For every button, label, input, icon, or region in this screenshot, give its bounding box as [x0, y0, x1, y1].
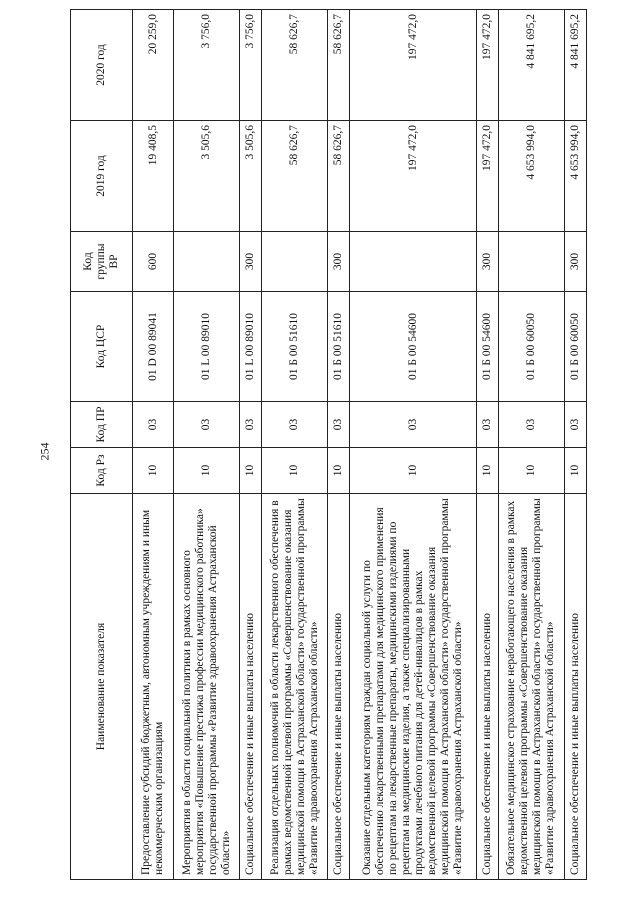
table-header-row [71, 10, 133, 880]
row-rz: 10 [174, 448, 240, 494]
table-row [564, 10, 586, 880]
row-2019: 197 472,0 [476, 121, 498, 232]
row-pr: 03 [350, 402, 476, 448]
row-2019: 4 653 994,0 [498, 121, 564, 232]
row-pr: 03 [262, 402, 328, 448]
header-name: Наименование показателя [71, 494, 133, 880]
page-number: 254 [37, 442, 52, 461]
row-2020: 3 756,0 [240, 10, 262, 121]
row-pr: 03 [564, 402, 586, 448]
row-name: Реализация отдельных полномочий в области лекарственного обеспечения в рамках ведомственной целевой программы «Совершенствование оказания медицинской помощи в Астраханской области» государственной программы «Развитие здравоохранения Астраханской области» [262, 494, 328, 880]
row-pr: 03 [328, 402, 350, 448]
budget-table [70, 9, 587, 880]
row-pr: 03 [240, 402, 262, 448]
row-pr: 03 [498, 402, 564, 448]
row-rz: 10 [564, 448, 586, 494]
header-2019: 2019 год [71, 121, 133, 232]
row-csr: 01 Б 00 60050 [564, 292, 586, 402]
row-vr: 600 [133, 232, 174, 292]
row-2020: 3 756,0 [174, 10, 240, 121]
row-rz: 10 [476, 448, 498, 494]
row-name: Предоставление субсидий бюджетным, автономным учреждениям и иным некоммерческим организациям [133, 494, 174, 880]
row-vr [498, 232, 564, 292]
row-vr: 300 [476, 232, 498, 292]
row-name: Социальное обеспечение и иные выплаты населению [240, 494, 262, 880]
header-pr: Код ПР [71, 402, 133, 448]
table-row [174, 10, 240, 880]
row-2019: 58 626,7 [328, 121, 350, 232]
row-2020: 4 841 695,2 [498, 10, 564, 121]
table-row [240, 10, 262, 880]
row-pr: 03 [133, 402, 174, 448]
table-row [476, 10, 498, 880]
header-vr: Код группы ВР [71, 232, 133, 292]
row-2020: 197 472,0 [476, 10, 498, 121]
row-2020: 20 259,0 [133, 10, 174, 121]
row-2019: 3 505,6 [174, 121, 240, 232]
row-2019: 197 472,0 [350, 121, 476, 232]
table-row [498, 10, 564, 880]
row-2020: 197 472,0 [350, 10, 476, 121]
row-vr [174, 232, 240, 292]
header-rz: Код Рз [71, 448, 133, 494]
row-csr: 01 D 00 89041 [133, 292, 174, 402]
row-name: Мероприятия в области социальной политики в рамках основного мероприятия «Повышение престижа профессии медицинского работника» государственной программы «Развитие здравоохранения Астраханской области» [174, 494, 240, 880]
row-2020: 58 626,7 [262, 10, 328, 121]
row-pr: 03 [476, 402, 498, 448]
row-name: Оказание отдельным категориям граждан социальной услуги по обеспечению лекарственными препаратами для медицинского применения по рецептам на лекарственные препараты, медицинскими изделиями по рецептам на медицинские изделия, а также специализированными продуктами лечебного питания для детей-инвалидов в рамках ведомственной целевой программы «Совершенствование оказания медицинской помощи в Астраханской области» государственной программы «Развитие здравоохранения Астраханской области» [350, 494, 476, 880]
row-vr: 300 [240, 232, 262, 292]
row-rz: 10 [328, 448, 350, 494]
row-csr: 01 Б 00 54600 [476, 292, 498, 402]
row-name: Обязательное медицинское страхование неработающего населения в рамках ведомственной целевой программы «Совершенствование оказания медицинской помощи в Астраханской области» государственной программы «Развитие здравоохранения Астраханской области» [498, 494, 564, 880]
row-rz: 10 [240, 448, 262, 494]
row-csr: 01 Б 00 51610 [262, 292, 328, 402]
row-rz: 10 [262, 448, 328, 494]
row-name: Социальное обеспечение и иные выплаты населению [476, 494, 498, 880]
row-2020: 4 841 695,2 [564, 10, 586, 121]
row-csr: 01 L 00 89010 [174, 292, 240, 402]
row-2019: 19 408,5 [133, 121, 174, 232]
row-vr: 300 [564, 232, 586, 292]
row-name: Социальное обеспечение и иные выплаты населению [328, 494, 350, 880]
table-row [262, 10, 328, 880]
table-row [350, 10, 476, 880]
row-rz: 10 [498, 448, 564, 494]
row-vr [350, 232, 476, 292]
row-csr: 01 Б 00 54600 [350, 292, 476, 402]
row-vr [262, 232, 328, 292]
header-csr: Код ЦСР [71, 292, 133, 402]
header-2020: 2020 год [71, 10, 133, 121]
row-pr: 03 [174, 402, 240, 448]
row-2019: 3 505,6 [240, 121, 262, 232]
table-row [328, 10, 350, 880]
row-name: Социальное обеспечение и иные выплаты населению [564, 494, 586, 880]
rotated-table-container [70, 10, 587, 880]
row-vr: 300 [328, 232, 350, 292]
table-row [133, 10, 174, 880]
row-csr: 01 Б 00 51610 [328, 292, 350, 402]
row-2019: 58 626,7 [262, 121, 328, 232]
row-csr: 01 Б 00 60050 [498, 292, 564, 402]
row-2019: 4 653 994,0 [564, 121, 586, 232]
row-csr: 01 L 00 89010 [240, 292, 262, 402]
row-rz: 10 [350, 448, 476, 494]
row-rz: 10 [133, 448, 174, 494]
row-2020: 58 626,7 [328, 10, 350, 121]
